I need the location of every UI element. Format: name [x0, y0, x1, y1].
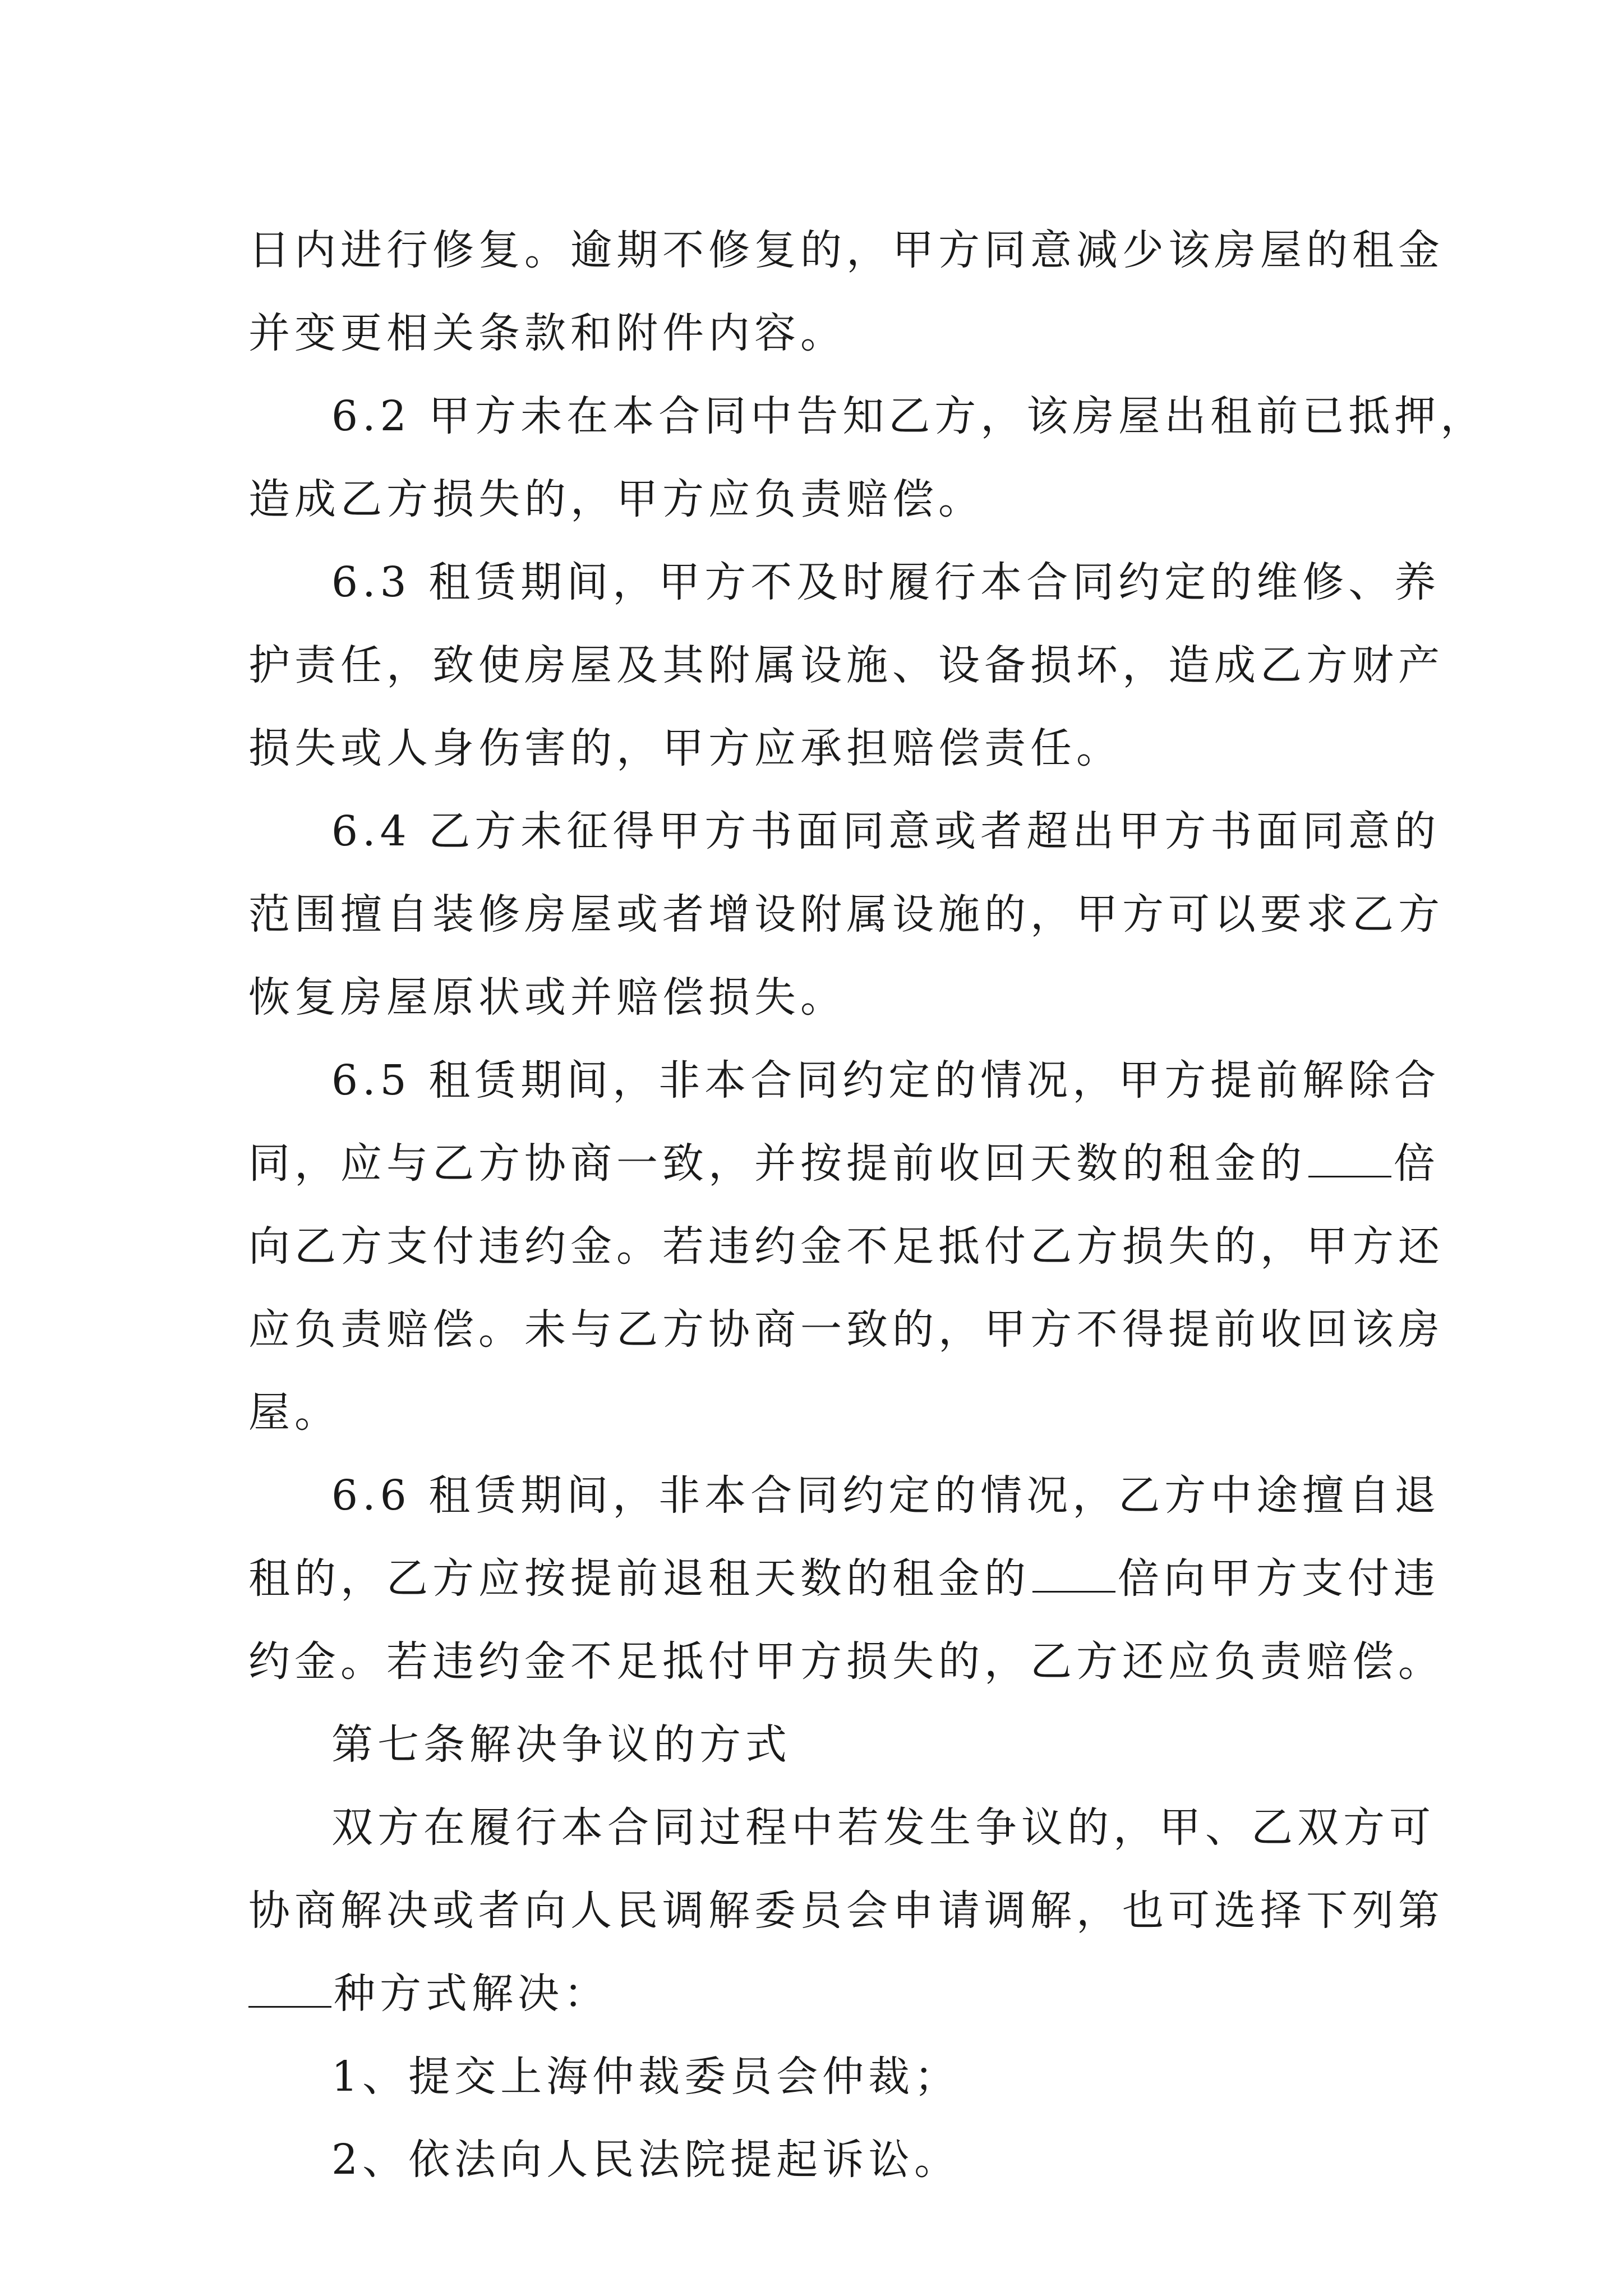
text-line: 6.3 租赁期间，甲方不及时履行本合同约定的维修、养: [331, 558, 1441, 606]
text-line: 6.2 甲方未在本合同中告知乙方，该房屋出租前已抵押，: [331, 392, 1487, 440]
text-line: 范围擅自装修房屋或者增设附属设施的，甲方可以要求乙方: [248, 890, 1444, 938]
text-line: 协商解决或者向人民调解委员会申请调解，也可选择下列第: [248, 1887, 1444, 1935]
clause-6-2: [248, 375, 1487, 541]
option-list: [248, 2035, 1387, 2201]
section-heading: 第七条解决争议的方式: [331, 1720, 791, 1769]
article-7-body: [248, 1786, 1444, 2035]
article-7-heading: [248, 1703, 1387, 1786]
text-line: 6.4 乙方未征得甲方书面同意或者超出甲方书面同意的: [331, 807, 1441, 855]
text-line: [248, 1537, 1440, 1620]
text-line: 向乙方支付违约金。若违约金不足抵付乙方损失的，甲方还: [248, 1222, 1444, 1271]
text-line: [248, 1122, 1440, 1205]
document-body: [248, 209, 1487, 2201]
clause-6-4: [248, 790, 1444, 1039]
list-item: 1、提交上海仲裁委员会仲裁；: [331, 2053, 961, 2101]
text-line: 6.6 租赁期间，非本合同约定的情况，乙方中途擅自退: [331, 1471, 1441, 1520]
text-segment: 租的，乙方应按提前退租天数的租金的: [248, 1554, 1030, 1603]
paragraph-6-1-continued: [248, 209, 1444, 375]
text-line: 约金。若违约金不足抵付甲方损失的，乙方还应负责赔偿。: [248, 1637, 1444, 1686]
text-line: 恢复房屋原状或并赔偿损失。: [248, 973, 846, 1022]
fill-in-blank: [248, 1972, 331, 2008]
text-line: 应负责赔偿。未与乙方协商一致的，甲方不得提前收回该房: [248, 1305, 1444, 1354]
fill-in-blank: [1032, 1557, 1115, 1593]
text-segment: 同，应与乙方协商一致，并按提前收回天数的租金的: [248, 1139, 1306, 1188]
text-line: 6.5 租赁期间，非本合同约定的情况，甲方提前解除合: [331, 1056, 1441, 1105]
text-line: [248, 1952, 1387, 2035]
text-segment: 倍向甲方支付违: [1118, 1554, 1440, 1603]
text-line: 造成乙方损失的，甲方应负责赔偿。: [248, 475, 984, 523]
text-line: 护责任，致使房屋及其附属设施、设备损坏，造成乙方财产: [248, 641, 1444, 689]
text-line: 屋。: [248, 1388, 340, 1437]
text-line: 损失或人身伤害的，甲方应承担赔偿责任。: [248, 724, 1122, 772]
list-item: 2、依法向人民法院提起诉讼。: [331, 2136, 961, 2184]
clause-6-6: [248, 1454, 1444, 1703]
clause-6-3: [248, 541, 1444, 790]
fill-in-blank: [1308, 1142, 1391, 1177]
text-line: 并变更相关条款和附件内容。: [248, 309, 846, 357]
text-line: 双方在履行本合同过程中若发生争议的，甲、乙双方可: [331, 1803, 1435, 1852]
clause-6-5: [248, 1039, 1444, 1454]
text-segment: 种方式解决：: [334, 1970, 610, 2018]
text-line: 日内进行修复。逾期不修复的，甲方同意减少该房屋的租金: [248, 226, 1444, 274]
text-segment: 倍: [1394, 1139, 1440, 1188]
